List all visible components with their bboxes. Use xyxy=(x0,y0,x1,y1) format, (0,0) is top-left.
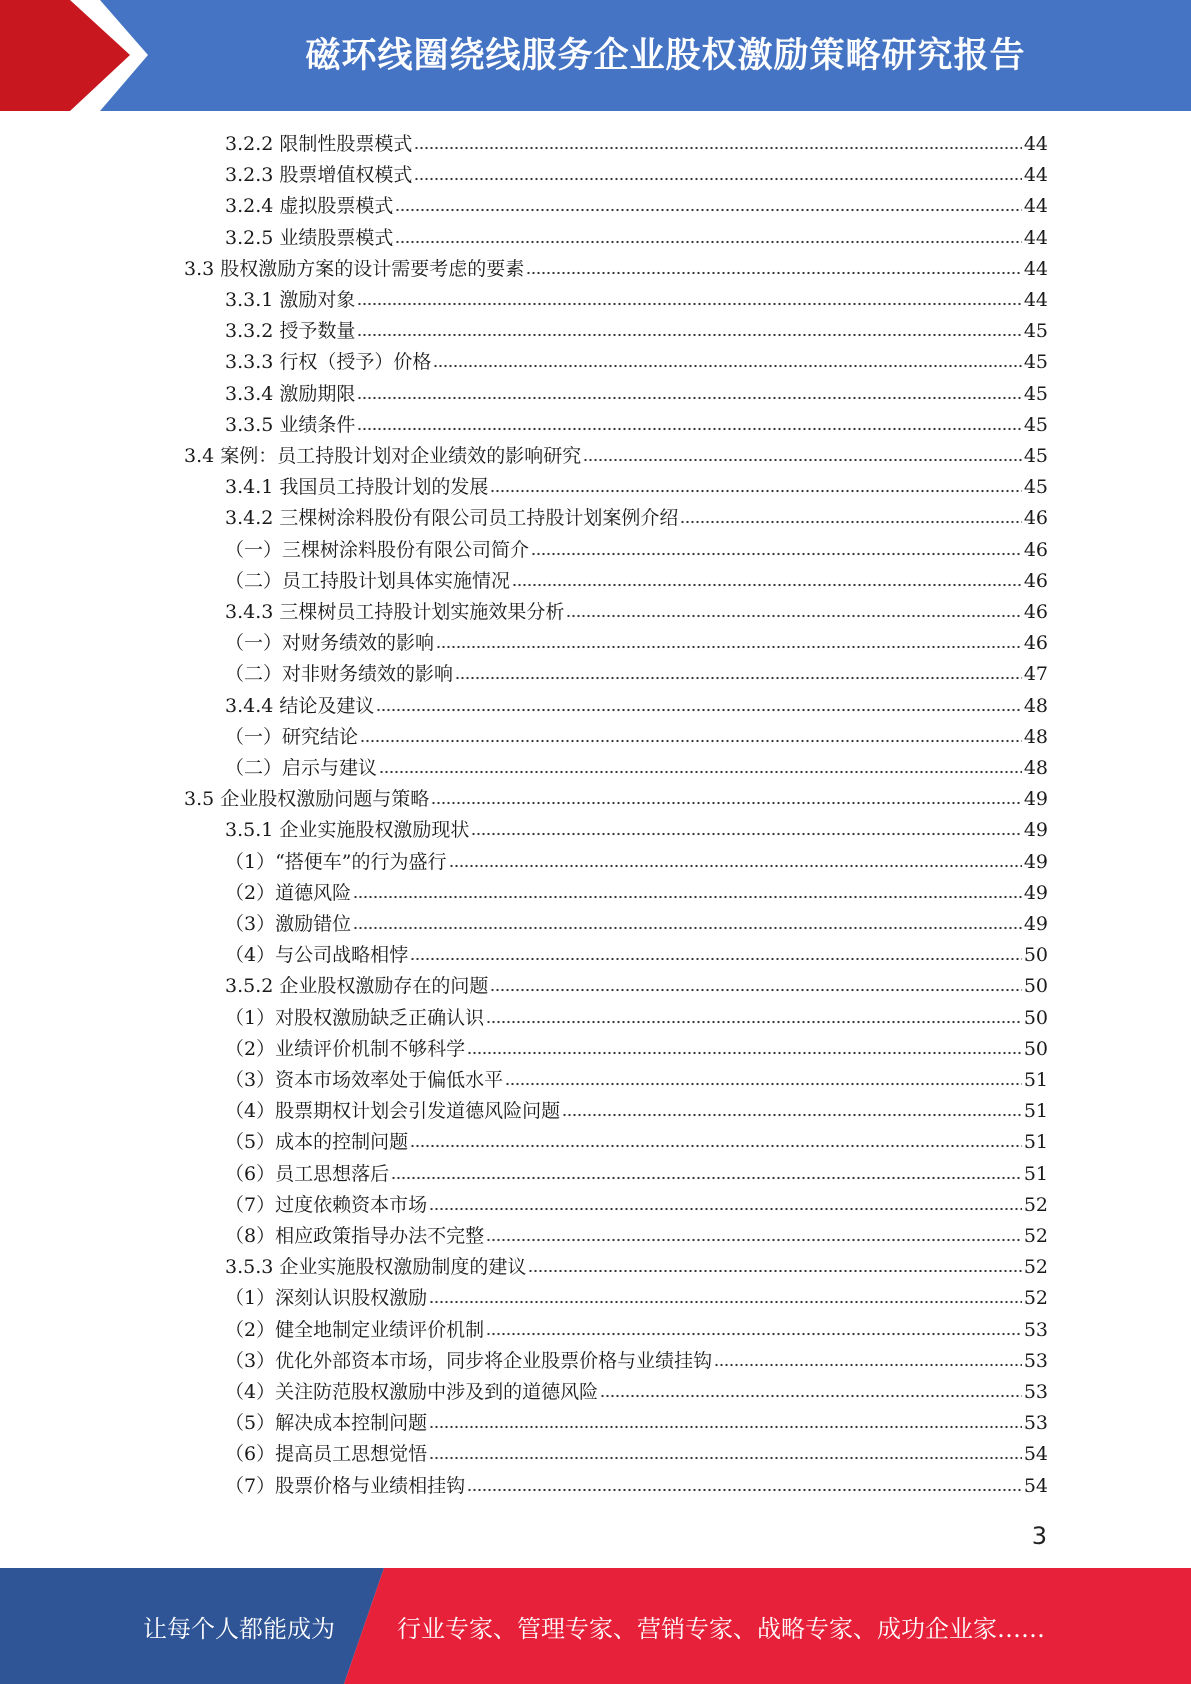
toc-entry-page: 51 xyxy=(1023,1069,1048,1091)
footer-slogan-right: 行业专家、管理专家、营销专家、战略专家、成功企业家…… xyxy=(397,1615,1045,1643)
toc-entry[interactable] xyxy=(225,844,1048,875)
toc-entry-label xyxy=(225,1098,562,1124)
toc-entry[interactable] xyxy=(225,1405,1048,1436)
toc-entry-page: 49 xyxy=(1023,850,1048,873)
toc-dot-leader xyxy=(414,145,1021,151)
toc-entry-number: 3.2.3 xyxy=(225,164,274,187)
toc-entry[interactable] xyxy=(225,157,1048,188)
toc-entry[interactable] xyxy=(225,1218,1048,1249)
toc-dot-leader xyxy=(449,863,1022,869)
toc-entry[interactable] xyxy=(225,1249,1048,1280)
toc-entry-label xyxy=(225,1036,467,1062)
toc-entry-page: 44 xyxy=(1023,133,1048,155)
toc-entry-title: 案例：员工持股计划对企业绩效的影响研究 xyxy=(220,445,582,467)
toc-dot-leader xyxy=(410,956,1022,962)
toc-entry[interactable] xyxy=(225,656,1048,687)
toc-entry-label xyxy=(225,630,436,656)
toc-dot-leader xyxy=(436,644,1022,650)
toc-entry[interactable] xyxy=(225,1280,1048,1311)
toc-entry-label xyxy=(225,1005,486,1031)
toc-entry-title: （3）激励错位 xyxy=(225,913,352,935)
toc-dot-leader xyxy=(486,1331,1022,1337)
toc-entry-label xyxy=(225,225,395,251)
toc-entry-title: 股权激励方案的设计需要考虑的要素 xyxy=(220,257,525,280)
toc-entry-page: 51 xyxy=(1023,1162,1048,1185)
toc-entry-title: 授予数量 xyxy=(279,320,356,343)
toc-entry-label xyxy=(225,412,357,438)
toc-entry-label xyxy=(225,1473,467,1499)
toc-dot-leader xyxy=(455,675,1022,681)
toc-entry-number: 3.5.3 xyxy=(225,1256,274,1279)
toc-entry-title: 业绩股票模式 xyxy=(279,226,394,249)
toc-entry[interactable] xyxy=(225,1436,1048,1467)
toc-entry-label xyxy=(225,880,353,906)
toc-entry-title: 企业实施股权激励现状 xyxy=(279,819,470,842)
toc-dot-leader xyxy=(528,1268,1021,1274)
toc-entry-number: 3.5.1 xyxy=(225,819,274,842)
toc-dot-leader xyxy=(562,1112,1022,1118)
toc-entry[interactable] xyxy=(225,1468,1048,1499)
toc-entry-title: （4）股票期权计划会引发道德风险问题 xyxy=(225,1100,561,1123)
toc-entry-page: 46 xyxy=(1023,507,1048,530)
toc-entry[interactable] xyxy=(225,313,1048,344)
toc-entry[interactable] xyxy=(225,968,1048,999)
page-header xyxy=(0,0,1191,111)
toc-dot-leader xyxy=(353,925,1022,931)
toc-entry-page: 50 xyxy=(1023,944,1048,967)
toc-entry[interactable] xyxy=(225,282,1048,313)
toc-dot-leader xyxy=(433,363,1021,369)
toc-entry[interactable] xyxy=(225,594,1048,625)
toc-entry-number: 3.3.5 xyxy=(225,413,274,436)
toc-entry-page: 50 xyxy=(1023,975,1048,998)
document-title: 磁环线圈绕线服务企业股权激励策略研究报告 xyxy=(305,36,1026,76)
toc-entry-title: （6）提高员工思想觉悟 xyxy=(225,1443,428,1466)
toc-entry-title: 激励期限 xyxy=(279,382,356,405)
toc-dot-leader xyxy=(429,1206,1022,1212)
toc-dot-leader xyxy=(357,395,1021,401)
toc-entry-title: 股票增值权模式 xyxy=(279,164,413,187)
toc-entry-number: 3.5 xyxy=(184,788,215,811)
toc-entry-number: 3.4.1 xyxy=(225,476,274,499)
toc-entry-title: 虚拟股票模式 xyxy=(279,195,394,218)
toc-entry-title: 结论及建议 xyxy=(279,694,375,717)
toc-entry-label xyxy=(225,817,471,843)
toc-entry-title: （6）员工思想落后 xyxy=(225,1162,390,1185)
toc-entry[interactable] xyxy=(225,1343,1048,1374)
toc-entry-title: （5）解决成本控制问题 xyxy=(225,1412,428,1435)
toc-entry-page: 53 xyxy=(1023,1412,1048,1435)
toc-entry-number: 3.3.4 xyxy=(225,382,274,405)
toc-entry[interactable] xyxy=(225,1374,1048,1405)
toc-entry-title: （3）资本市场效率处于偏低水平 xyxy=(225,1069,504,1091)
toc-entry[interactable] xyxy=(225,937,1048,968)
toc-entry-title: 三棵树员工持股计划实施效果分析 xyxy=(279,601,565,623)
toc-dot-leader xyxy=(357,301,1021,307)
toc-entry-title: 企业股权激励问题与策略 xyxy=(220,788,430,811)
toc-entry-title: （4）与公司战略相悖 xyxy=(225,944,409,967)
toc-dot-leader xyxy=(429,1424,1022,1430)
toc-entry-title: （二）员工持股计划具体实施情况 xyxy=(225,569,511,592)
toc-entry-label xyxy=(225,318,357,344)
toc-entry-page: 49 xyxy=(1023,819,1048,842)
toc-entry-page: 45 xyxy=(1023,413,1048,436)
toc-entry-page: 53 xyxy=(1023,1318,1048,1341)
toc-entry-label xyxy=(225,131,414,157)
toc-entry-label xyxy=(225,755,379,781)
toc-dot-leader xyxy=(395,207,1021,213)
toc-entry-label xyxy=(225,505,680,531)
toc-entry[interactable] xyxy=(225,1031,1048,1062)
toc-entry-title: 行权（授予）价格 xyxy=(279,351,432,374)
toc-dot-leader xyxy=(431,800,1022,806)
toc-entry-title: （2）道德风险 xyxy=(225,881,352,904)
toc-dot-leader xyxy=(471,831,1021,837)
toc-entry-page: 45 xyxy=(1023,476,1048,499)
toc-entry-label xyxy=(184,443,583,469)
toc-entry-page: 44 xyxy=(1023,289,1048,311)
toc-dot-leader xyxy=(680,519,1021,525)
toc-entry-page: 45 xyxy=(1023,445,1048,467)
toc-entry-label xyxy=(225,1285,429,1311)
toc-entry-label xyxy=(225,474,490,500)
toc-dot-leader xyxy=(531,551,1022,557)
toc-entry-page: 53 xyxy=(1023,1381,1048,1403)
toc-entry-title: （4）关注防范股权激励中涉及到的道德风险 xyxy=(225,1381,599,1403)
toc-entry-label xyxy=(225,1223,486,1249)
toc-dot-leader xyxy=(429,1455,1022,1461)
toc-entry[interactable] xyxy=(225,1187,1048,1218)
toc-dot-leader xyxy=(467,1487,1022,1493)
toc-entry-page: 46 xyxy=(1023,569,1048,592)
toc-dot-leader xyxy=(353,894,1022,900)
toc-entry-label xyxy=(225,1129,410,1155)
toc-dot-leader xyxy=(376,707,1021,713)
toc-entry[interactable] xyxy=(225,188,1048,219)
toc-entry-number: 3.3.3 xyxy=(225,351,274,374)
toc-entry-page: 48 xyxy=(1023,694,1048,717)
toc-entry-label xyxy=(225,911,353,937)
toc-entry-title: 激励对象 xyxy=(279,289,356,311)
toc-entry-page: 52 xyxy=(1023,1193,1048,1216)
toc-entry-number: 3.4.4 xyxy=(225,694,274,717)
toc-entry-label xyxy=(225,1192,429,1218)
toc-entry-label xyxy=(225,537,531,563)
toc-entry-title: 企业股权激励存在的问题 xyxy=(279,975,489,998)
toc-entry-label xyxy=(225,1410,429,1436)
toc-dot-leader xyxy=(505,1081,1022,1087)
toc-entry-title: （一）三棵树涂料股份有限公司简介 xyxy=(225,538,530,561)
toc-entry-page: 46 xyxy=(1023,632,1048,655)
toc-entry-title: （1）深刻认识股权激励 xyxy=(225,1287,428,1310)
toc-entry-label xyxy=(184,256,526,282)
toc-entry-number: 3.4.2 xyxy=(225,507,274,530)
toc-dot-leader xyxy=(357,332,1021,338)
toc-entry-label xyxy=(184,786,431,812)
toc-entry-title: （二）启示与建议 xyxy=(225,757,378,779)
toc-dot-leader xyxy=(357,426,1021,432)
footer-slogan-left: 让每个人都能成为 xyxy=(143,1615,335,1643)
toc-entry-number: 3.2.4 xyxy=(225,195,274,218)
toc-dot-leader xyxy=(566,613,1021,619)
toc-dot-leader xyxy=(583,457,1022,463)
toc-entry-page: 45 xyxy=(1023,382,1048,405)
toc-entry-page: 49 xyxy=(1023,881,1048,904)
toc-dot-leader xyxy=(395,239,1021,245)
toc-entry-page: 50 xyxy=(1023,1006,1048,1029)
toc-entry[interactable] xyxy=(225,750,1048,781)
toc-entry-number: 3.3 xyxy=(184,257,215,280)
toc-entry[interactable] xyxy=(225,220,1048,251)
toc-dot-leader xyxy=(410,1143,1022,1149)
toc-entry-title: 业绩条件 xyxy=(279,413,356,436)
toc-entry-title: （7）过度依赖资本市场 xyxy=(225,1193,428,1216)
toc-dot-leader xyxy=(526,270,1022,276)
toc-entry-label xyxy=(225,1441,429,1467)
page-footer xyxy=(0,1568,1191,1684)
toc-entry-label xyxy=(225,1317,486,1343)
toc-entry-page: 54 xyxy=(1023,1443,1048,1466)
toc-entry-title: （8）相应政策指导办法不完整 xyxy=(225,1225,485,1247)
toc-entry[interactable] xyxy=(225,906,1048,937)
page-number: 3 xyxy=(1031,1522,1047,1550)
toc-entry-label xyxy=(225,1379,600,1405)
toc-entry-label xyxy=(225,287,357,313)
toc-entry-page: 47 xyxy=(1023,663,1048,686)
toc-entry-label xyxy=(225,942,410,968)
toc-entry-page: 51 xyxy=(1023,1131,1048,1154)
toc-entry-number: 3.2.2 xyxy=(225,133,274,155)
toc-entry-label xyxy=(225,973,490,999)
toc-entry[interactable] xyxy=(225,1156,1048,1187)
toc-entry-number: 3.4.3 xyxy=(225,601,274,623)
toc-entry-title: （1）对股权激励缺乏正确认识 xyxy=(225,1006,485,1029)
toc-entry-label xyxy=(225,349,433,375)
toc-entry-number: 3.3.1 xyxy=(225,289,274,311)
toc-entry-title: 企业实施股权激励制度的建议 xyxy=(279,1256,527,1279)
toc-entry[interactable] xyxy=(225,812,1048,843)
toc-entry[interactable] xyxy=(225,500,1048,531)
toc-entry[interactable] xyxy=(225,532,1048,563)
toc-entry-page: 50 xyxy=(1023,1037,1048,1060)
toc-entry-label xyxy=(225,1254,528,1280)
toc-entry-page: 52 xyxy=(1023,1225,1048,1247)
toc-dot-leader xyxy=(360,738,1022,744)
toc-entry-number: 3.2.5 xyxy=(225,226,274,249)
toc-entry[interactable] xyxy=(225,469,1048,500)
toc-dot-leader xyxy=(486,1019,1022,1025)
toc-entry-label xyxy=(225,661,455,687)
toc-entry-title: （一）对财务绩效的影响 xyxy=(225,632,435,655)
toc-entry[interactable] xyxy=(225,1312,1048,1343)
toc-entry-page: 48 xyxy=(1023,757,1048,779)
toc-entry-title: （二）对非财务绩效的影响 xyxy=(225,663,454,686)
toc-entry[interactable] xyxy=(184,438,1048,469)
toc-entry-page: 48 xyxy=(1023,725,1048,748)
toc-entry[interactable] xyxy=(225,376,1048,407)
toc-entry-label xyxy=(225,568,512,594)
toc-entry-label xyxy=(225,849,449,875)
toc-entry-title: 我国员工持股计划的发展 xyxy=(279,476,489,499)
toc-entry-label xyxy=(225,1161,391,1187)
toc-entry-title: （2）业绩评价机制不够科学 xyxy=(225,1037,466,1060)
toc-entry-title: （1）“搭便车”的行为盛行 xyxy=(225,850,447,873)
toc-entry[interactable] xyxy=(225,407,1048,438)
toc-entry[interactable] xyxy=(225,625,1048,656)
toc-entry-label xyxy=(225,1067,505,1093)
toc-dot-leader xyxy=(486,1237,1022,1243)
toc-entry-title: （3）优化外部资本市场，同步将企业股票价格与业绩挂钩 xyxy=(225,1349,713,1372)
toc-entry-number: 3.4 xyxy=(184,445,215,467)
toc-entry[interactable] xyxy=(225,719,1048,750)
toc-dot-leader xyxy=(414,176,1021,182)
toc-entry-page: 44 xyxy=(1023,195,1048,218)
toc-entry-page: 52 xyxy=(1023,1287,1048,1310)
toc-dot-leader xyxy=(512,582,1022,588)
toc-entry-page: 49 xyxy=(1023,913,1048,935)
toc-entry[interactable] xyxy=(225,1124,1048,1155)
toc-entry[interactable] xyxy=(225,563,1048,594)
toc-entry[interactable] xyxy=(225,126,1048,157)
toc-entry[interactable] xyxy=(225,688,1048,719)
toc-entry-page: 53 xyxy=(1023,1349,1048,1372)
toc-entry-title: 三棵树涂料股份有限公司员工持股计划案例介绍 xyxy=(279,507,679,530)
toc-entry[interactable] xyxy=(225,875,1048,906)
toc-entry[interactable] xyxy=(225,1093,1048,1124)
toc-entry-title: （5）成本的控制问题 xyxy=(225,1131,409,1154)
toc-dot-leader xyxy=(379,769,1022,775)
toc-entry-page: 52 xyxy=(1023,1256,1048,1279)
toc-entry-label xyxy=(225,724,360,750)
toc-entry-label xyxy=(225,193,395,219)
toc-entry-page: 44 xyxy=(1023,226,1048,249)
toc-entry-title: 限制性股票模式 xyxy=(279,133,413,155)
toc-dot-leader xyxy=(600,1393,1022,1399)
toc-entry-number: 3.3.2 xyxy=(225,320,274,343)
toc-entry-page: 45 xyxy=(1023,351,1048,374)
toc-entry-title: （7）股票价格与业绩相挂钩 xyxy=(225,1474,466,1497)
toc-entry-page: 45 xyxy=(1023,320,1048,343)
toc-dot-leader xyxy=(429,1299,1022,1305)
toc-entry-title: （2）健全地制定业绩评价机制 xyxy=(225,1318,485,1341)
toc-entry-page: 44 xyxy=(1023,164,1048,187)
toc-entry-title: （一）研究结论 xyxy=(225,725,359,748)
toc-entry-page: 49 xyxy=(1023,788,1048,811)
toc-entry-label xyxy=(225,162,414,188)
toc-dot-leader xyxy=(391,1175,1022,1181)
toc-entry-page: 54 xyxy=(1023,1474,1048,1497)
toc-entry-label xyxy=(225,381,357,407)
toc-entry-page: 46 xyxy=(1023,601,1048,623)
toc-entry[interactable] xyxy=(225,1062,1048,1093)
toc-entry[interactable] xyxy=(184,251,1048,282)
toc-dot-leader xyxy=(467,1050,1022,1056)
toc-entry-label xyxy=(225,693,376,719)
toc-entry-label xyxy=(225,599,566,625)
toc-entry-label xyxy=(225,1348,714,1374)
toc-entry[interactable] xyxy=(184,781,1048,812)
toc-entry[interactable] xyxy=(225,344,1048,375)
toc-entry-number: 3.5.2 xyxy=(225,975,274,998)
toc-dot-leader xyxy=(490,488,1021,494)
toc-entry[interactable] xyxy=(225,1000,1048,1031)
toc-dot-leader xyxy=(490,987,1021,993)
toc-entry-page: 46 xyxy=(1023,538,1048,561)
toc-entry-page: 51 xyxy=(1023,1100,1048,1123)
toc-dot-leader xyxy=(714,1362,1022,1368)
toc-entry-page: 44 xyxy=(1023,257,1048,280)
